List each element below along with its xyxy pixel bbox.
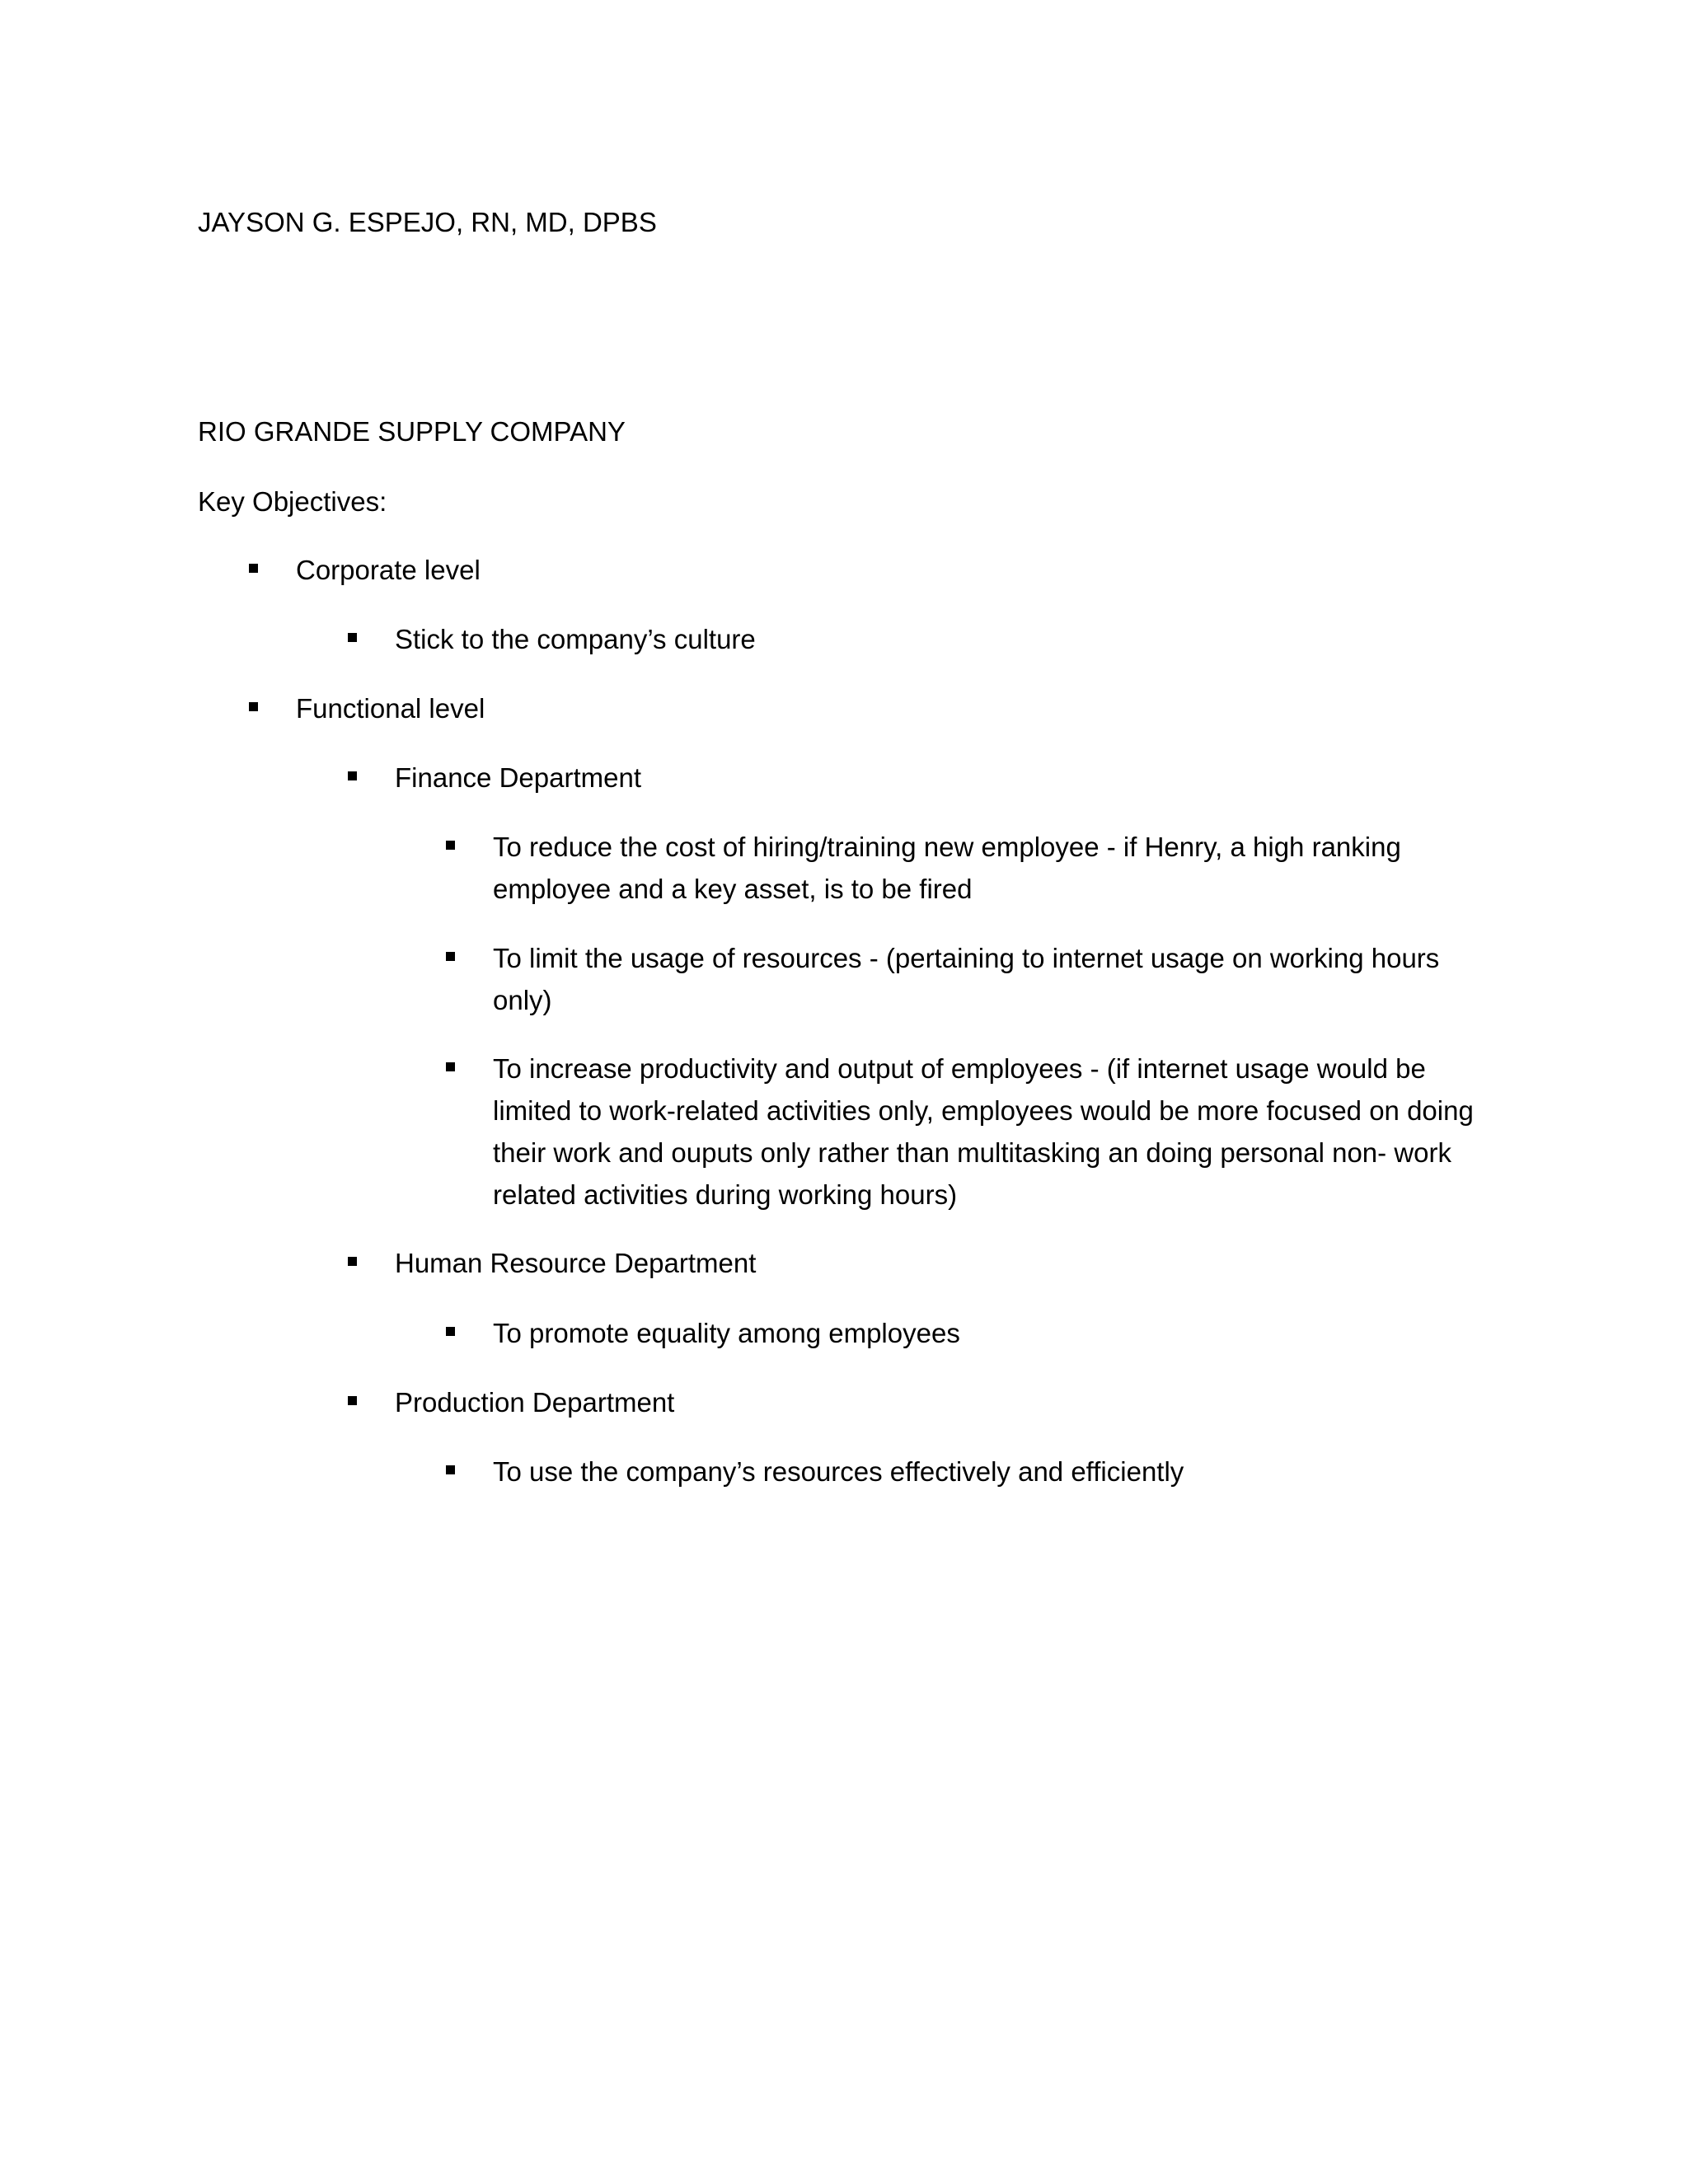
square-bullet-icon — [446, 841, 455, 850]
list-item-label: Corporate level — [296, 555, 481, 585]
list-item-label: To increase productivity and output of employees - (if internet usage would be limited to work-related activities only, employees would be more focused on doing their work and ouputs only rather than multitasking an doing personal non- work related activities during working hours) — [493, 1053, 1474, 1210]
square-bullet-icon — [348, 633, 357, 642]
list-item-label: Human Resource Department — [395, 1248, 757, 1278]
author-name: JAYSON G. ESPEJO, RN, MD, DPBS — [198, 207, 657, 237]
list-item-label: Stick to the company’s culture — [395, 624, 756, 654]
list-item-label: To reduce the cost of hiring/training new employee - if Henry, a high ranking employee and a key asset, is to be fired — [493, 832, 1401, 904]
square-bullet-icon — [348, 1257, 357, 1266]
square-bullet-icon — [348, 771, 357, 780]
list-item-label: Finance Department — [395, 762, 641, 793]
square-bullet-icon — [446, 1327, 455, 1336]
list-item-label: To limit the usage of resources - (pertaining to internet usage on working hours only) — [493, 943, 1440, 1015]
list-item-label: To promote equality among employees — [493, 1318, 960, 1348]
square-bullet-icon — [348, 1396, 357, 1405]
square-bullet-icon — [249, 564, 258, 573]
list-item-label: To use the company’s resources effectively and efficiently — [493, 1456, 1184, 1487]
company-name: RIO GRANDE SUPPLY COMPANY — [198, 416, 626, 447]
square-bullet-icon — [249, 702, 258, 711]
list-item-label: Production Department — [395, 1387, 675, 1418]
square-bullet-icon — [446, 1465, 455, 1474]
square-bullet-icon — [446, 1062, 455, 1071]
list-item-label: Functional level — [296, 693, 485, 724]
key-objectives-heading: Key Objectives: — [198, 486, 387, 517]
square-bullet-icon — [446, 952, 455, 961]
